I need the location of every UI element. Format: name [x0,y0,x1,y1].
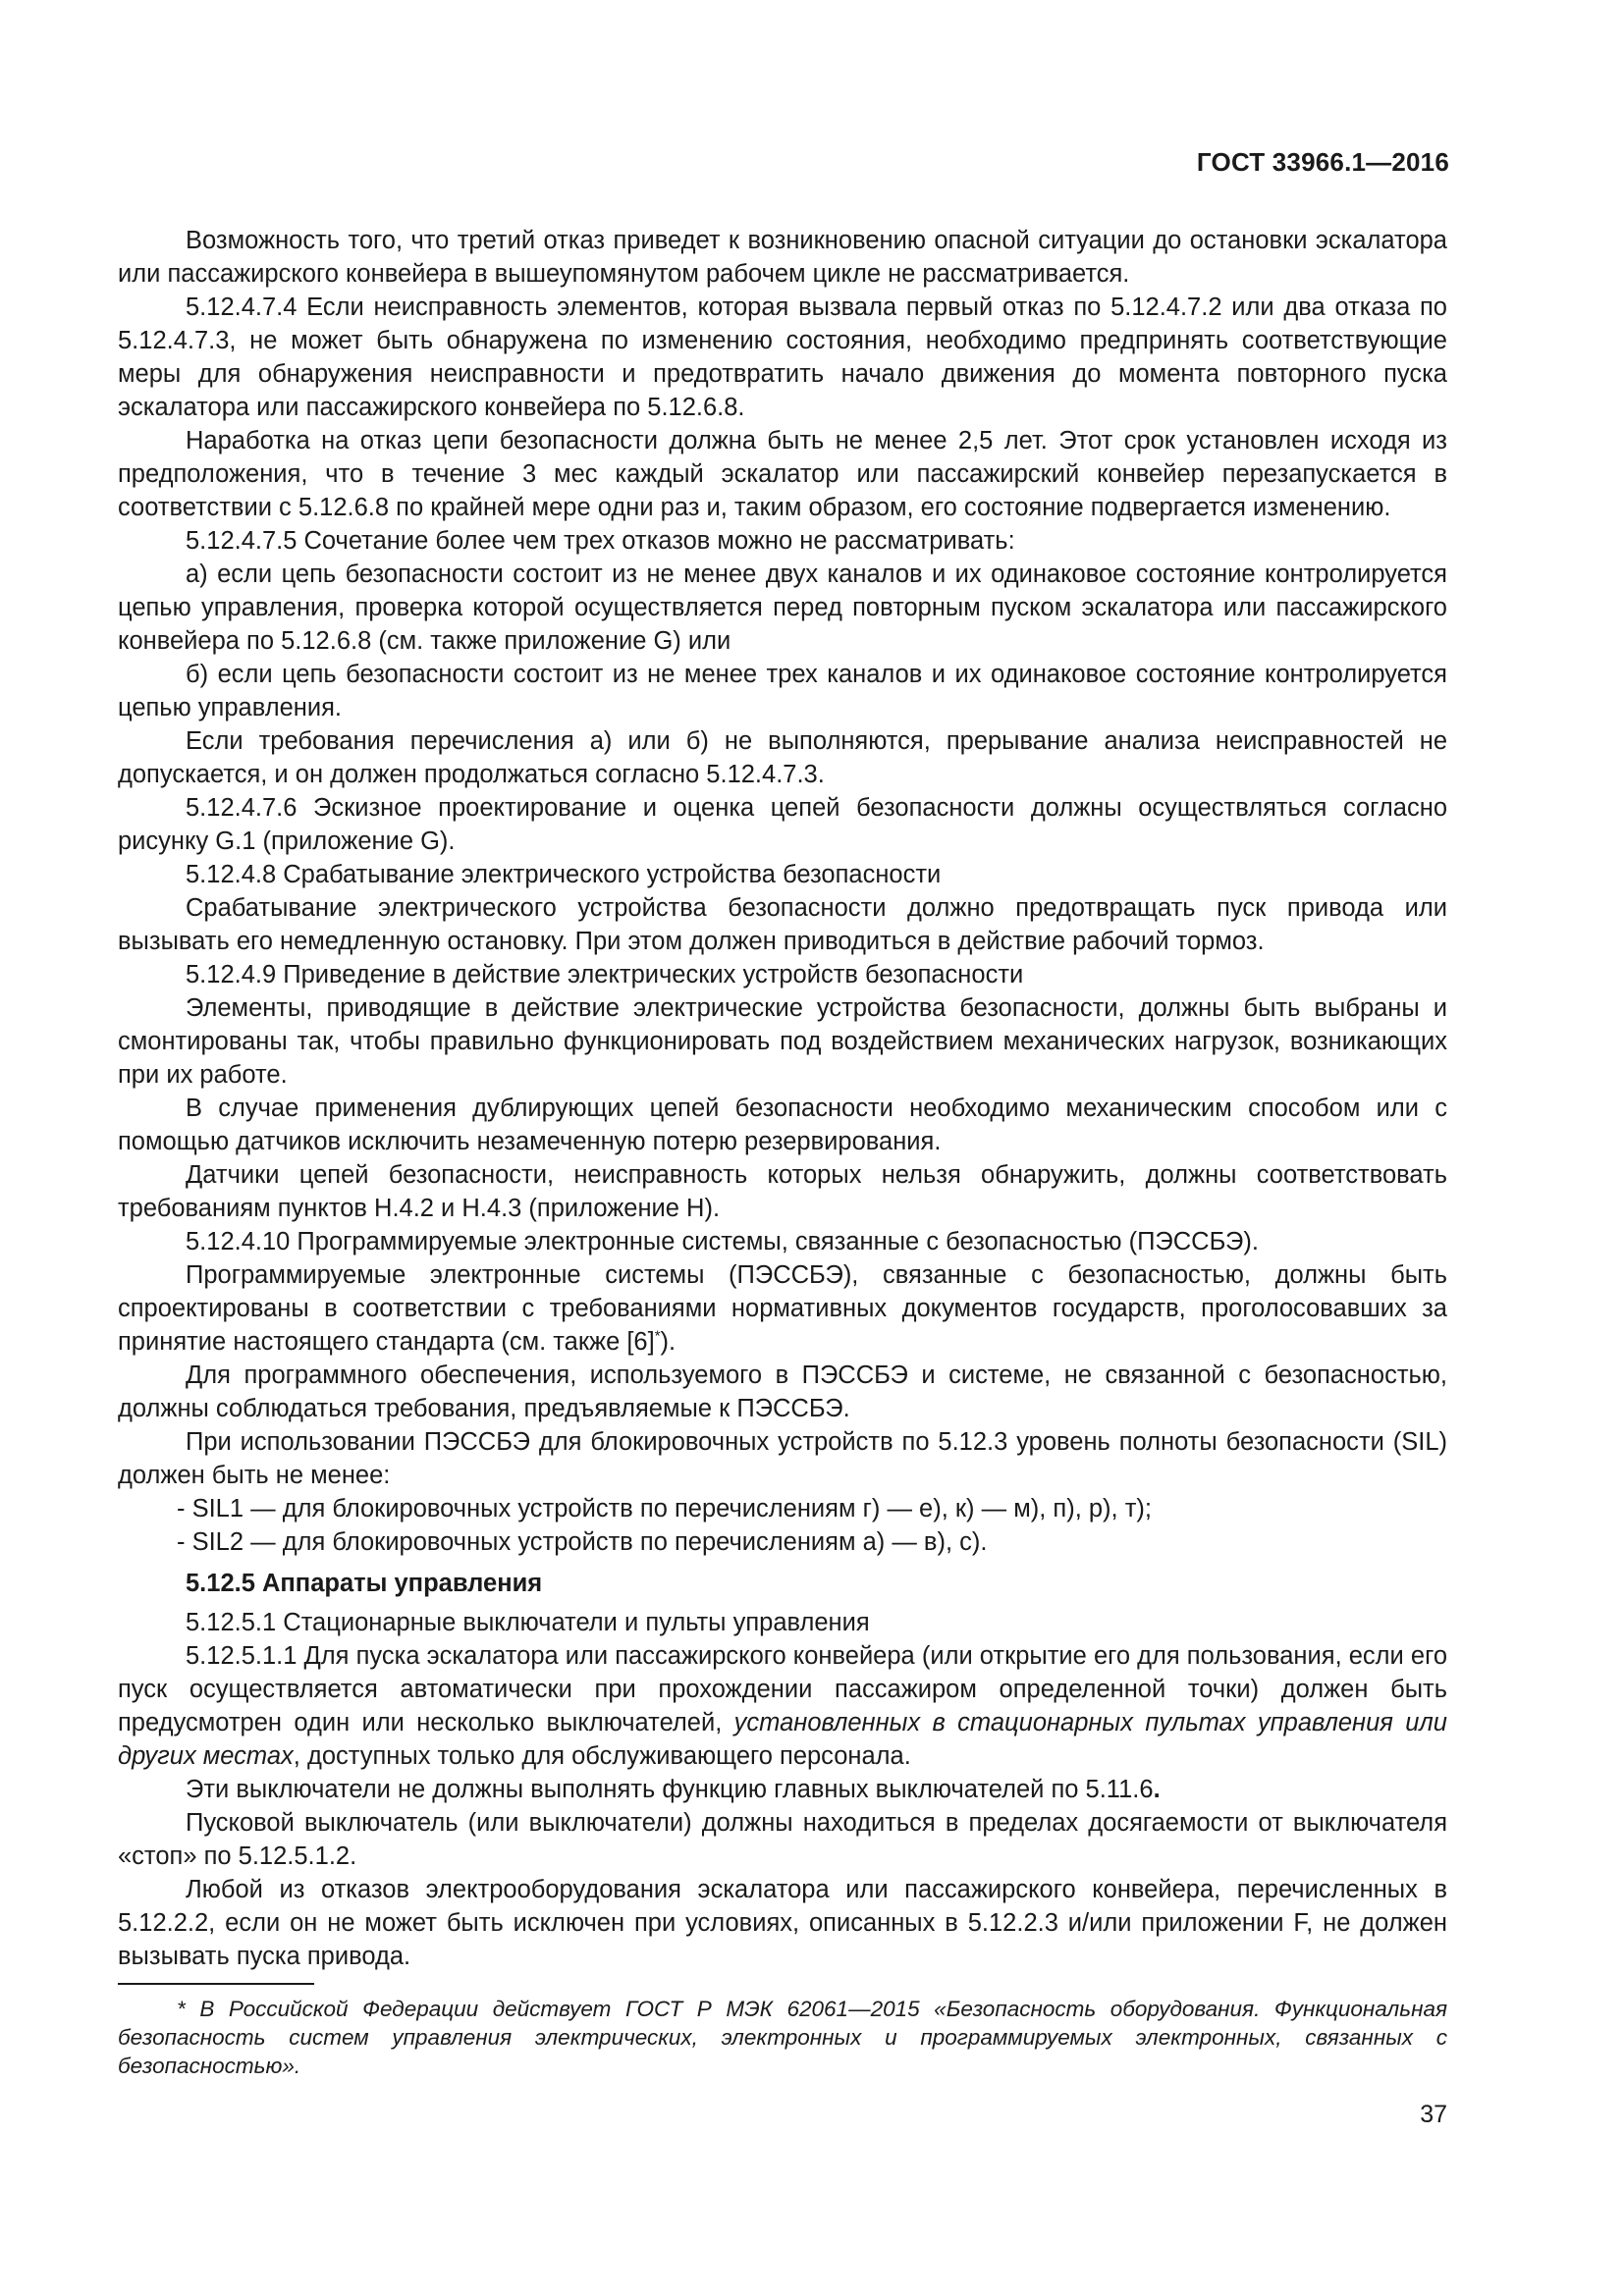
paragraph: 5.12.4.7.6 Эскизное проектирование и оценка цепей безопасности должны осуществляться согласно рисунку G.1 (приложение G). [118,794,1447,855]
paragraph: Для программного обеспечения, используемого в ПЭССБЭ и системе, не связанной с безопасностью, должны соблюдаться требования, предъявляемые к ПЭССБЭ. [118,1362,1447,1422]
footnote [118,1995,1447,2080]
paragraph: 5.12.5.1 Стационарные выключатели и пульты управления [186,1609,870,1636]
paragraph: Датчики цепей безопасности, неисправность которых нельзя обнаружить, должны соответствовать требованиям пунктов Н.4.2 и Н.4.3 (приложение Н). [118,1161,1447,1222]
paragraph: 5.12.4.10 Программируемые электронные системы, связанные с безопасностью (ПЭССБЭ). [186,1228,1259,1255]
section-heading: 5.12.5 Аппараты управления [186,1570,543,1597]
document-header: ГОСТ 33966.1—2016 [1196,147,1449,177]
paragraph: В случае применения дублирующих цепей безопасности необходимо механическим способом или с помощью датчиков исключить незамеченную потерю резервирования. [118,1095,1447,1155]
paragraph [118,1773,1447,1806]
paragraph [118,1639,1447,1773]
paragraph-text: Эти выключатели не должны выполнять функцию главных выключателей по 5.11.6 [186,1776,1154,1803]
paragraph [118,1258,1447,1359]
paragraph: Пусковой выключатель (или выключатели) должны находиться в пределах досягаемости от выключателя «стоп» по 5.12.5.1.2. [118,1809,1447,1870]
paragraph-text: Программируемые электронные системы (ПЭССБЭ), связанные с безопасностью, должны быть спроектированы в соответствии с требованиями нормативных документов государств, проголосовавших за принятие настоящего стандарта (см. также [6] [118,1261,1447,1356]
paragraph: Возможность того, что третий отказ приведет к возникновению опасной ситуации до остановки эскалатора или пассажирского конвейера в вышеупомянутом рабочем цикле не рассматривается. [118,227,1447,288]
paragraph: 5.12.4.8 Срабатывание электрического устройства безопасности [186,861,942,888]
paragraph: а) если цепь безопасности состоит из не менее двух каналов и их одинаковое состояние контролируется цепью управления, проверка которой осуществляется перед повторным пуском эскалатора или пассажирского конвейера по 5.12.6.8 (см. также приложение G) или [118,561,1447,655]
paragraph: 5.12.4.7.4 Если неисправность элементов, которая вызвала первый отказ по 5.12.4.7.2 или два отказа по 5.12.4.7.3, не может быть обнаружена по изменению состояния, необходимо предпринять соответствующие меры для обнаружения неисправности и предотвратить начало движения до момента повторного пуска эскалатора или пассажирского конвейера по 5.12.6.8. [118,294,1447,421]
paragraph: б) если цепь безопасности состоит из не менее трех каналов и их одинаковое состояние контролируется цепью управления. [118,661,1447,721]
footnote-marker[interactable]: * [654,1327,661,1345]
paragraph-text-tail: , доступных только для обслуживающего персонала. [293,1742,911,1770]
paragraph: Элементы, приводящие в действие электрические устройства безопасности, должны быть выбраны и смонтированы так, чтобы правильно функционировать под воздействием механических нагрузок, возникающих при их работе. [118,994,1447,1089]
paragraph-italic-text: установленных в стационарных пультах управления или других местах [118,1709,1447,1770]
paragraph: 5.12.4.7.5 Сочетание более чем трех отказов можно не рассматривать: [186,527,1015,555]
footnote-separator [118,1983,314,1985]
paragraph: Срабатывание электрического устройства безопасности должно предотвращать пуск привода или вызывать его немедленную остановку. При этом должен приводиться в действие рабочий тормоз. [118,894,1447,955]
paragraph-bold-tail: . [1153,1776,1161,1803]
paragraph-text-tail: ). [660,1328,677,1356]
footnote-text: * В Российской Федерации действует ГОСТ Р МЭК 62061—2015 «Безопасность оборудования. Функциональная безопасность систем управления электрических, электронных и программируемых электронных, связанных с безопасностью». [118,1997,1447,2078]
paragraph: Любой из отказов электрооборудования эскалатора или пассажирского конвейера, перечисленных в 5.12.2.2, если он не может быть исключен при условиях, описанных в 5.12.2.3 и/или приложении F, не должен вызывать пуска привода. [118,1876,1447,1970]
paragraph: 5.12.4.9 Приведение в действие электрических устройств безопасности [186,961,1024,988]
list-item: - SIL2 — для блокировочных устройств по перечислениям а) — в), с). [177,1528,988,1556]
paragraph-text: 5.12.5.1.1 Для пуска эскалатора или пассажирского конвейера (или открытие его для пользования, если его пуск осуществляется автоматически при прохождении пассажиром определенной точки) должен быть предусмотрен один или несколько выключателей, [118,1642,1447,1736]
list-item: - SIL1 — для блокировочных устройств по перечислениям г) — е), к) — м), п), р), т); [177,1495,1152,1522]
paragraph: При использовании ПЭССБЭ для блокировочных устройств по 5.12.3 уровень полноты безопасности (SIL) должен быть не менее: [118,1428,1447,1489]
document-body [118,224,1447,1973]
paragraph: Если требования перечисления а) или б) не выполняются, прерывание анализа неисправностей не допускается, и он должен продолжаться согласно 5.12.4.7.3. [118,727,1447,788]
page-number: 37 [1420,2101,1447,2128]
paragraph: Наработка на отказ цепи безопасности должна быть не менее 2,5 лет. Этот срок установлен исходя из предположения, что в течение 3 мес каждый эскалатор или пассажирский конвейер перезапускается в соответствии с 5.12.6.8 по крайней мере одни раз и, таким образом, его состояние подвергается изменению. [118,427,1447,521]
